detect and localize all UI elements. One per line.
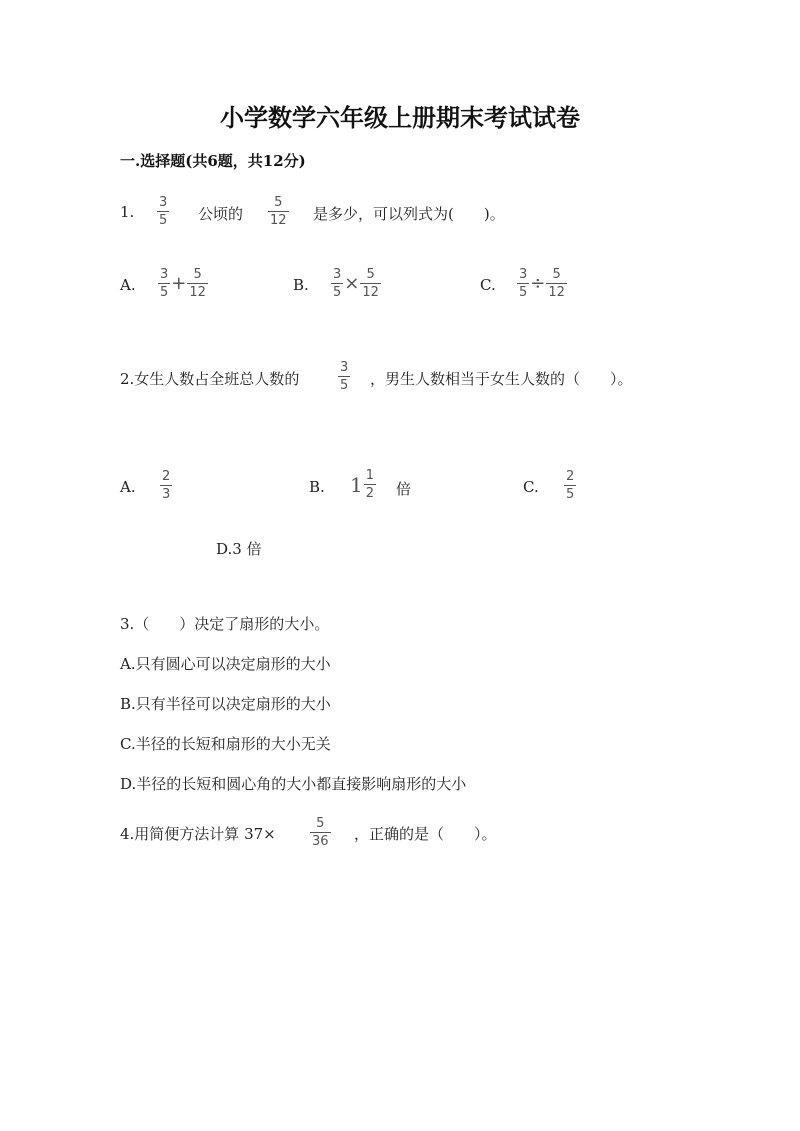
q2-text-1: 2.女生人数占全班总人数的 bbox=[120, 370, 300, 388]
divide-operator: ÷ bbox=[530, 273, 546, 294]
q3-option-d: D.半径的长短和圆心角的大小都直接影响扇形的大小 bbox=[120, 775, 467, 793]
denominator: 5 bbox=[566, 487, 575, 502]
q2-option-b-suffix: 倍 bbox=[396, 480, 412, 498]
numerator: 2 bbox=[162, 469, 171, 484]
fraction bbox=[268, 196, 289, 227]
q1-option-b-expression bbox=[331, 268, 381, 299]
section-heading: 一.选择题(共6题，共12分) bbox=[120, 152, 306, 170]
q1-fraction-plot bbox=[268, 196, 289, 227]
numerator: 5 bbox=[552, 267, 561, 282]
page-title: 小学数学六年级上册期末考试试卷 bbox=[220, 103, 580, 132]
q3-stem: 3.（ ）决定了扇形的大小。 bbox=[120, 615, 330, 633]
denominator: 12 bbox=[362, 285, 379, 300]
q1-option-c-label: C. bbox=[480, 276, 496, 294]
q2-option-a-fraction bbox=[160, 470, 172, 501]
q1-option-a-label: A. bbox=[120, 276, 136, 294]
numerator: 3 bbox=[159, 195, 168, 210]
q1-text-1: 公顷的 bbox=[198, 205, 244, 223]
q2-option-d: D.3 倍 bbox=[216, 540, 262, 558]
denominator: 5 bbox=[159, 213, 168, 228]
numerator: 5 bbox=[274, 195, 283, 210]
q1-option-b-label: B. bbox=[293, 276, 309, 294]
q3-option-b: B.只有半径可以决定扇形的大小 bbox=[120, 695, 331, 713]
denominator: 5 bbox=[160, 285, 169, 300]
q1-fraction-area bbox=[157, 196, 169, 227]
q2-option-b-label: B. bbox=[309, 478, 325, 496]
q1-number: 1. bbox=[120, 203, 135, 221]
q4-text-1: 4.用简便方法计算 37× bbox=[120, 825, 276, 843]
q2-option-b-mixed-number bbox=[350, 469, 376, 500]
q1-text-2: 是多少，可以列式为( )。 bbox=[313, 205, 505, 223]
numerator: 5 bbox=[193, 267, 202, 282]
whole-number: 1 bbox=[350, 472, 363, 497]
q4-text-2: ，正确的是（ ）。 bbox=[354, 825, 497, 843]
q2-option-c-label: C. bbox=[523, 478, 539, 496]
denominator: 12 bbox=[270, 213, 287, 228]
plus-operator: + bbox=[171, 273, 187, 294]
q1-option-c-expression bbox=[517, 268, 567, 299]
q3-option-c: C.半径的长短和扇形的大小无关 bbox=[120, 735, 331, 753]
denominator: 5 bbox=[333, 285, 342, 300]
numerator: 5 bbox=[316, 816, 325, 831]
fraction bbox=[157, 196, 169, 227]
denominator: 12 bbox=[548, 285, 565, 300]
numerator: 1 bbox=[365, 468, 375, 483]
denominator: 5 bbox=[340, 378, 349, 393]
times-operator: × bbox=[344, 273, 360, 294]
numerator: 2 bbox=[566, 469, 575, 484]
q2-option-c-fraction bbox=[564, 470, 576, 501]
q2-option-a-label: A. bbox=[120, 478, 136, 496]
q3-option-a: A.只有圆心可以决定扇形的大小 bbox=[120, 655, 331, 673]
denominator: 3 bbox=[162, 487, 171, 502]
denominator: 5 bbox=[519, 285, 528, 300]
denominator: 36 bbox=[312, 834, 329, 849]
q1-option-a-expression bbox=[158, 268, 208, 299]
numerator: 3 bbox=[333, 267, 342, 282]
q2-text-2: ，男生人数相当于女生人数的（ ）。 bbox=[370, 370, 633, 388]
numerator: 3 bbox=[160, 267, 169, 282]
denominator: 12 bbox=[189, 285, 206, 300]
numerator: 3 bbox=[519, 267, 528, 282]
denominator: 2 bbox=[365, 486, 375, 501]
q4-fraction bbox=[310, 817, 331, 848]
numerator: 5 bbox=[366, 267, 375, 282]
q2-fraction bbox=[338, 361, 350, 392]
numerator: 3 bbox=[340, 360, 349, 375]
